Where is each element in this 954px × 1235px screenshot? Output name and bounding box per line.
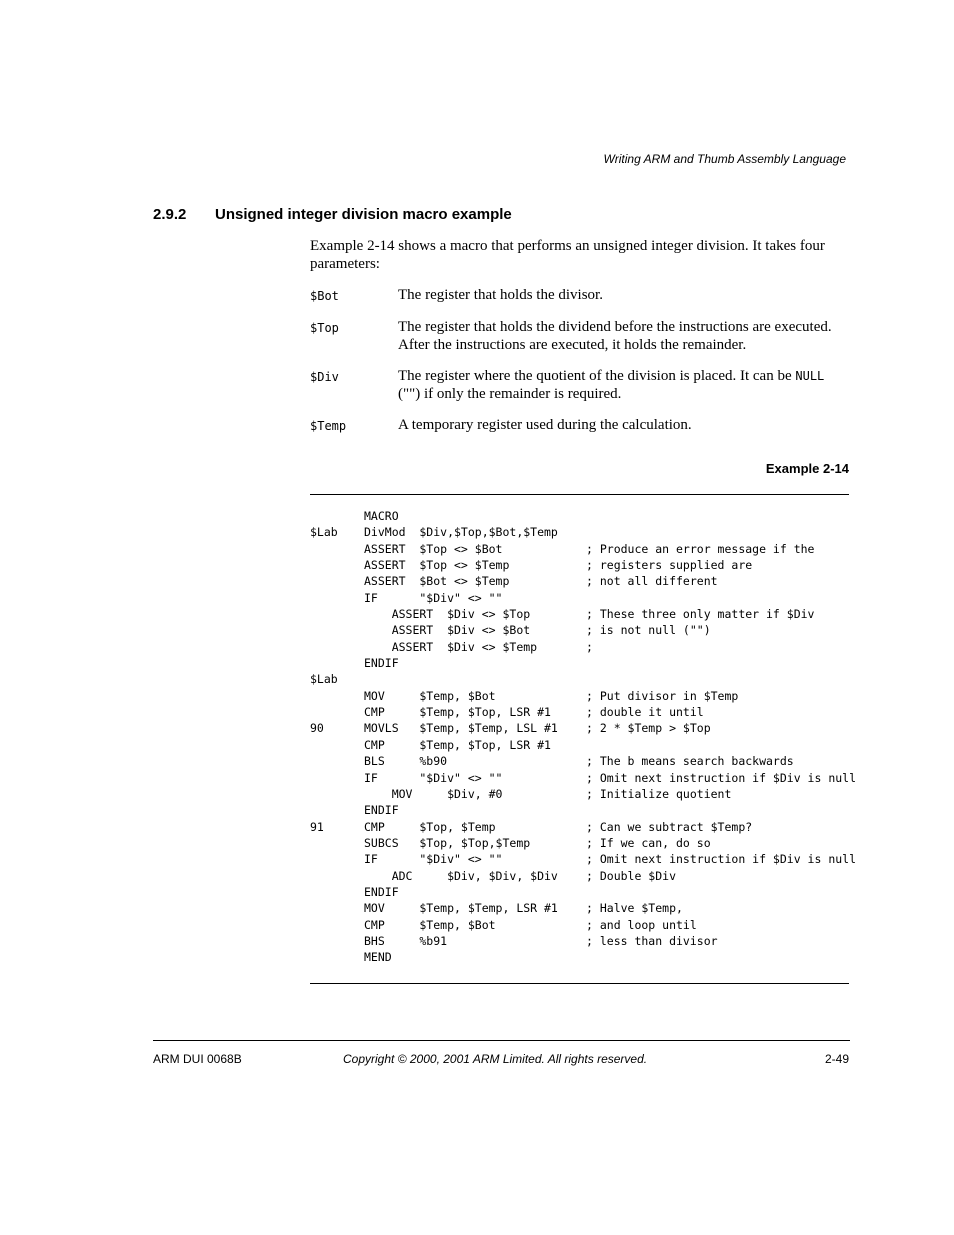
code-instruction: ENDIF: [364, 656, 399, 671]
document-id: ARM DUI 0068B: [153, 1052, 242, 1066]
code-comment: ; Omit next instruction if $Div is null: [586, 770, 857, 785]
param-item: [310, 367, 850, 403]
code-line: [310, 802, 855, 818]
code-comment: ;: [586, 639, 593, 654]
code-line: [310, 655, 855, 671]
section-heading: [153, 206, 512, 223]
code-comment: ; is not null (""): [586, 623, 711, 638]
code-comment: ; Can we subtract $Temp?: [586, 819, 753, 834]
code-line: [310, 835, 855, 851]
param-item: [310, 286, 850, 305]
code-line: [310, 573, 855, 589]
code-instruction: CMP $Temp, $Top, LSR #1: [364, 737, 551, 752]
code-comment: ; Produce an error message if the: [586, 541, 815, 556]
code-comment: ; double it until: [586, 705, 704, 720]
code-instruction: CMP $Temp, $Top, LSR #1: [364, 705, 551, 720]
code-line: [310, 884, 855, 900]
param-description: The register that holds the dividend before the instructions are executed. After the instructions are executed, it holds the remainder.: [398, 319, 832, 353]
code-line: [310, 688, 855, 704]
code-label: 91: [310, 819, 324, 834]
null-keyword: NULL: [795, 369, 825, 383]
code-line: [310, 819, 855, 835]
code-instruction: IF "$Div" <> "": [364, 590, 503, 605]
code-line: [310, 606, 855, 622]
code-line: [310, 900, 855, 916]
param-item: [310, 416, 850, 435]
code-line: [310, 524, 855, 540]
code-comment: ; Put divisor in $Temp: [586, 688, 739, 703]
code-comment: ; These three only matter if $Div: [586, 607, 815, 622]
section-title: Unsigned integer division macro example: [215, 206, 512, 223]
code-comment: ; If we can, do so: [586, 835, 711, 850]
param-name: $Top: [310, 321, 339, 335]
code-line: [310, 639, 855, 655]
code-comment: ; Initialize quotient: [586, 786, 732, 801]
code-comment: ; The b means search backwards: [586, 754, 794, 769]
code-line: [310, 671, 855, 687]
param-description: [398, 367, 850, 403]
code-label: 90: [310, 721, 324, 736]
code-instruction: DivMod $Div,$Top,$Bot,$Temp: [364, 525, 558, 540]
code-line: [310, 949, 855, 965]
code-line: [310, 851, 855, 867]
code-line: [310, 590, 855, 606]
code-line: [310, 508, 855, 524]
code-line: [310, 557, 855, 573]
code-instruction: ADC $Div, $Div, $Div: [364, 868, 558, 883]
running-header: Writing ARM and Thumb Assembly Language: [603, 152, 846, 166]
param-name: $Bot: [310, 289, 339, 303]
code-comment: ; and loop until: [586, 917, 697, 932]
example-label: Example 2-14: [765, 461, 849, 476]
code-line: [310, 737, 855, 753]
code-comment: ; registers supplied are: [586, 558, 753, 573]
code-instruction: ASSERT $Div <> $Top: [364, 607, 531, 622]
param-description: The register that holds the divisor.: [398, 287, 603, 303]
code-line: [310, 933, 855, 949]
code-instruction: MOVLS $Temp, $Temp, LSL #1: [364, 721, 558, 736]
footer-rule: [153, 1040, 850, 1041]
code-comment: ; Double $Div: [586, 868, 677, 883]
code-line: [310, 622, 855, 638]
code-line: [310, 770, 855, 786]
code-instruction: MOV $Temp, $Bot: [364, 688, 496, 703]
code-line: [310, 753, 855, 769]
param-name: $Div: [310, 370, 339, 384]
code-comment: ; less than divisor: [586, 933, 718, 948]
param-description: A temporary register used during the calculation.: [398, 417, 692, 433]
code-listing: [310, 508, 855, 966]
parameter-list: [310, 286, 850, 448]
code-instruction: SUBCS $Top, $Top,$Temp: [364, 835, 531, 850]
copyright-notice: Copyright © 2000, 2001 ARM Limited. All rights reserved.: [343, 1052, 648, 1066]
code-instruction: IF "$Div" <> "": [364, 852, 503, 867]
param-item: [310, 318, 850, 354]
code-instruction: IF "$Div" <> "": [364, 770, 503, 785]
code-line: [310, 917, 855, 933]
code-instruction: ENDIF: [364, 884, 399, 899]
code-instruction: ASSERT $Div <> $Bot: [364, 623, 531, 638]
code-line: [310, 720, 855, 736]
code-instruction: ASSERT $Top <> $Bot: [364, 541, 503, 556]
code-instruction: BLS %b90: [364, 754, 448, 769]
code-line: [310, 868, 855, 884]
param-description-text: The register where the quotient of the division is placed. It can be: [398, 368, 796, 384]
code-instruction: MACRO: [364, 509, 399, 523]
code-comment: ; not all different: [586, 574, 718, 589]
code-instruction: ASSERT $Top <> $Temp: [364, 558, 510, 573]
code-comment: ; Halve $Temp,: [586, 901, 683, 916]
code-instruction: CMP $Top, $Temp: [364, 819, 496, 834]
code-label: $Lab: [310, 672, 338, 687]
example-top-rule: [310, 494, 849, 495]
page-number: 2-49: [824, 1052, 849, 1066]
code-instruction: MOV $Temp, $Temp, LSR #1: [364, 901, 558, 916]
section-number: 2.9.2: [153, 206, 187, 223]
code-comment: ; Omit next instruction if $Div is null: [586, 852, 857, 867]
code-instruction: ENDIF: [364, 803, 399, 818]
code-label: $Lab: [310, 525, 338, 540]
code-instruction: ASSERT $Bot <> $Temp: [364, 574, 510, 589]
code-comment: ; 2 * $Temp > $Top: [586, 721, 711, 736]
code-instruction: CMP $Temp, $Bot: [364, 917, 496, 932]
param-description-text: ("") if only the remainder is required.: [398, 386, 622, 402]
code-instruction: ASSERT $Div <> $Temp: [364, 639, 538, 654]
param-name: $Temp: [310, 419, 347, 433]
example-bottom-rule: [310, 983, 849, 984]
code-line: [310, 786, 855, 802]
intro-paragraph: Example 2-14 shows a macro that performs an unsigned integer division. It takes four parameters:: [310, 238, 825, 272]
code-instruction: MEND: [364, 950, 392, 965]
code-instruction: MOV $Div, #0: [364, 786, 503, 801]
code-line: [310, 541, 855, 557]
code-line: [310, 704, 855, 720]
code-instruction: BHS %b91: [364, 933, 448, 948]
